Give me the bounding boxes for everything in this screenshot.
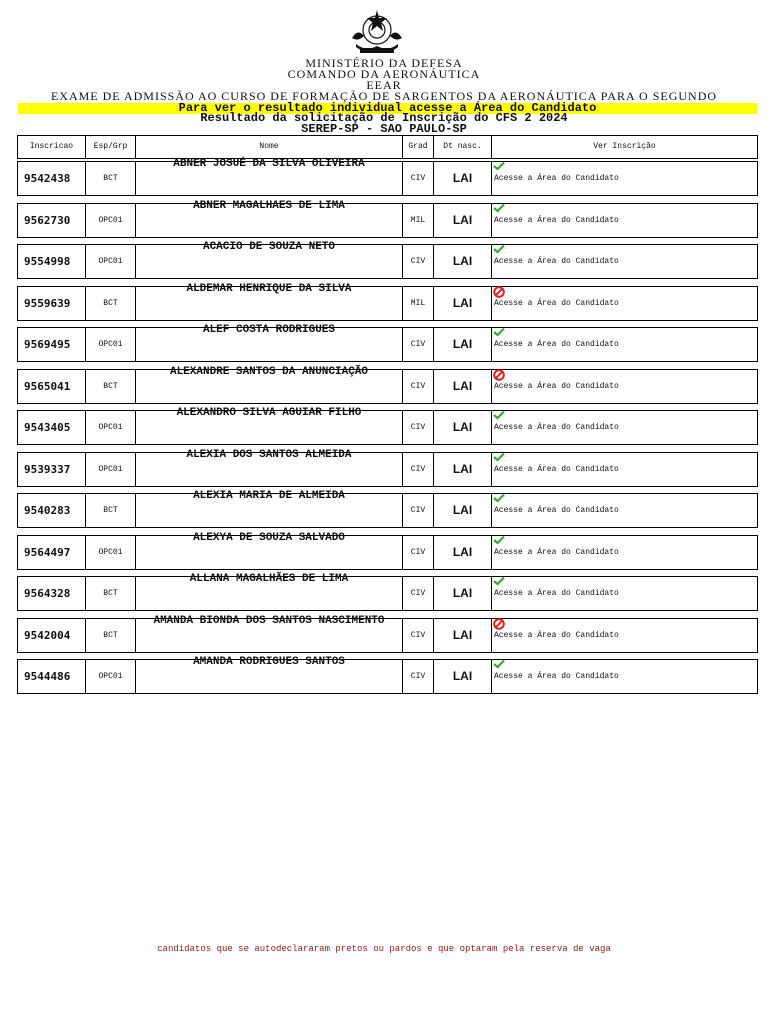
- nome-cell: [135, 407, 403, 445]
- dt-cell: LAI: [433, 659, 492, 694]
- ver-inscricao-link[interactable]: Acesse a Área do Candidato: [491, 618, 758, 653]
- table-row: [17, 407, 758, 445]
- checkmark-icon: [493, 203, 505, 213]
- dt-cell: LAI: [433, 286, 492, 321]
- inscricao-cell: 9564497: [17, 535, 86, 570]
- nome-cell: [135, 158, 403, 196]
- esp-cell: BCT: [85, 493, 136, 528]
- esp-cell: OPC01: [85, 535, 136, 570]
- table-row: [17, 200, 758, 238]
- table-row: [17, 366, 758, 404]
- inscricao-cell: 9544486: [17, 659, 86, 694]
- inscricao-cell: 9559639: [17, 286, 86, 321]
- esp-cell: OPC01: [85, 327, 136, 362]
- inscricao-cell: 9554998: [17, 244, 86, 279]
- exam-line: EXAME DE ADMISSÃO AO CURSO DE FORMAÇÃO DE SARGENTOS DA AERONÁUTICA PARA O SEGUNDO: [50, 89, 718, 103]
- esp-cell: BCT: [85, 576, 136, 611]
- checkmark-icon: [493, 659, 505, 669]
- ministry-line: MINISTÉRIO DA DEFESA: [305, 56, 463, 70]
- nome-cell: [135, 366, 403, 404]
- grad-cell: CIV: [402, 452, 434, 487]
- esp-cell: OPC01: [85, 410, 136, 445]
- nome-cell: [135, 532, 403, 570]
- nome-text: ABNER JOSUÉ DA SILVA OLIVEIRA: [173, 158, 365, 170]
- checkmark-icon: [493, 493, 505, 503]
- nome-text: AMANDA BIONDA DOS SANTOS NASCIMENTO: [153, 615, 385, 627]
- nome-text: ALLANA MAGALHÃES DE LIMA: [189, 573, 349, 585]
- table-row: [17, 573, 758, 611]
- nome-cell: [135, 615, 403, 653]
- inscricao-cell: 9564328: [17, 576, 86, 611]
- dt-cell: LAI: [433, 493, 492, 528]
- nome-text: ALDEMAR HENRIQUE DA SILVA: [186, 283, 352, 295]
- checkmark-icon: [493, 535, 505, 545]
- highlight-notice: Para ver o resultado individual acesse a Área do Candidato: [178, 101, 597, 115]
- nome-cell: [135, 573, 403, 611]
- dt-cell: LAI: [433, 161, 492, 196]
- col-ver: Ver Inscrição: [491, 135, 758, 159]
- page-subtitle: SEREP-SP - SAO PAULO-SP: [301, 122, 467, 136]
- ver-inscricao-link[interactable]: Acesse a Área do Candidato: [491, 493, 758, 528]
- table-row: [17, 449, 758, 487]
- nome-cell: [135, 241, 403, 279]
- nome-text: ALEXANDRO SILVA AGUIAR FILHO: [176, 407, 362, 419]
- esp-cell: OPC01: [85, 203, 136, 238]
- esp-cell: BCT: [85, 161, 136, 196]
- inscricao-cell: 9543405: [17, 410, 86, 445]
- nome-text: ALEXANDRE SANTOS DA ANUNCIAÇÃO: [169, 366, 369, 378]
- dt-cell: LAI: [433, 576, 492, 611]
- esp-cell: OPC01: [85, 452, 136, 487]
- grad-cell: MIL: [402, 286, 434, 321]
- nome-text: ALEXIA MARIA DE ALMEIDA: [193, 490, 345, 502]
- dt-cell: LAI: [433, 369, 492, 404]
- ver-inscricao-link[interactable]: Acesse a Área do Candidato: [491, 535, 758, 570]
- dt-cell: LAI: [433, 244, 492, 279]
- ver-inscricao-link[interactable]: Acesse a Área do Candidato: [491, 244, 758, 279]
- nome-cell: [135, 324, 403, 362]
- nome-cell: [135, 449, 403, 487]
- checkmark-icon: [493, 244, 505, 254]
- dt-cell: LAI: [433, 410, 492, 445]
- ver-inscricao-link[interactable]: Acesse a Área do Candidato: [491, 203, 758, 238]
- inscricao-cell: 9540283: [17, 493, 86, 528]
- col-grad: Grad: [402, 135, 434, 159]
- table-row: [17, 324, 758, 362]
- grad-cell: CIV: [402, 161, 434, 196]
- dt-cell: LAI: [433, 535, 492, 570]
- esp-cell: BCT: [85, 618, 136, 653]
- prohibited-icon: [493, 618, 505, 630]
- inscricao-cell: 9565041: [17, 369, 86, 404]
- nome-text: ALEXIA DOS SANTOS ALMEIDA: [186, 449, 352, 461]
- grad-cell: MIL: [402, 203, 434, 238]
- checkmark-icon: [493, 452, 505, 462]
- col-esp: Esp/Grp: [85, 135, 136, 159]
- esp-cell: OPC01: [85, 244, 136, 279]
- command-line: COMANDO DA AERONÁUTICA: [287, 67, 481, 81]
- esp-cell: BCT: [85, 286, 136, 321]
- nome-text: ALEF COSTA RODRIGUES: [202, 324, 336, 336]
- inscricao-cell: 9542004: [17, 618, 86, 653]
- ver-inscricao-link[interactable]: Acesse a Área do Candidato: [491, 327, 758, 362]
- ver-inscricao-link[interactable]: Acesse a Área do Candidato: [491, 576, 758, 611]
- inscricao-cell: 9569495: [17, 327, 86, 362]
- table-row: [17, 615, 758, 653]
- nome-text: AMANDA RODRIGUES SANTOS: [193, 656, 345, 668]
- page-title: Resultado da solicitação de Inscrição do CFS 2 2024: [200, 111, 568, 125]
- grad-cell: CIV: [402, 369, 434, 404]
- ver-inscricao-link[interactable]: Acesse a Área do Candidato: [491, 286, 758, 321]
- national-coat-of-arms-icon: [346, 8, 408, 58]
- table-row: [17, 532, 758, 570]
- col-dt: Dt nasc.: [433, 135, 492, 159]
- dt-cell: LAI: [433, 618, 492, 653]
- inscricao-cell: 9539337: [17, 452, 86, 487]
- grad-cell: CIV: [402, 659, 434, 694]
- grad-cell: CIV: [402, 493, 434, 528]
- nome-cell: [135, 200, 403, 238]
- nome-text: ALEXYA DE SOUZA SALVADO: [193, 532, 345, 544]
- checkmark-icon: [493, 327, 505, 337]
- grad-cell: CIV: [402, 618, 434, 653]
- dt-cell: LAI: [433, 327, 492, 362]
- prohibited-icon: [493, 369, 505, 381]
- col-nome: Nome: [135, 135, 403, 159]
- col-inscricao: Inscricao: [17, 135, 86, 159]
- inscricao-cell: 9562730: [17, 203, 86, 238]
- nome-cell: [135, 283, 403, 321]
- prohibited-icon: [493, 286, 505, 298]
- grad-cell: CIV: [402, 410, 434, 445]
- nome-text: ACACIO DE SOUZA NETO: [202, 241, 336, 253]
- grad-cell: CIV: [402, 535, 434, 570]
- inscricao-cell: 9542438: [17, 161, 86, 196]
- grad-cell: CIV: [402, 327, 434, 362]
- nome-text: ABNER MAGALHAES DE LIMA: [193, 200, 345, 212]
- esp-cell: OPC01: [85, 659, 136, 694]
- school-line: EEAR: [366, 78, 402, 92]
- table-row: [17, 656, 758, 694]
- footer-note: candidatos que se autodeclararam pretos ou pardos e que optaram pela reserva de vaga: [157, 944, 611, 954]
- table-row: [17, 283, 758, 321]
- dt-cell: LAI: [433, 203, 492, 238]
- table-row: [17, 490, 758, 528]
- ver-inscricao-link[interactable]: Acesse a Área do Candidato: [491, 410, 758, 445]
- checkmark-icon: [493, 576, 505, 586]
- grad-cell: CIV: [402, 576, 434, 611]
- checkmark-icon: [493, 410, 505, 420]
- grad-cell: CIV: [402, 244, 434, 279]
- dt-cell: LAI: [433, 452, 492, 487]
- ver-inscricao-link[interactable]: Acesse a Área do Candidato: [491, 369, 758, 404]
- nome-cell: [135, 490, 403, 528]
- nome-cell: [135, 656, 403, 694]
- table-row: [17, 158, 758, 196]
- checkmark-icon: [493, 161, 505, 171]
- ver-inscricao-link[interactable]: Acesse a Área do Candidato: [491, 452, 758, 487]
- ver-inscricao-link[interactable]: Acesse a Área do Candidato: [491, 161, 758, 196]
- esp-cell: BCT: [85, 369, 136, 404]
- table-row: [17, 241, 758, 279]
- ver-inscricao-link[interactable]: Acesse a Área do Candidato: [491, 659, 758, 694]
